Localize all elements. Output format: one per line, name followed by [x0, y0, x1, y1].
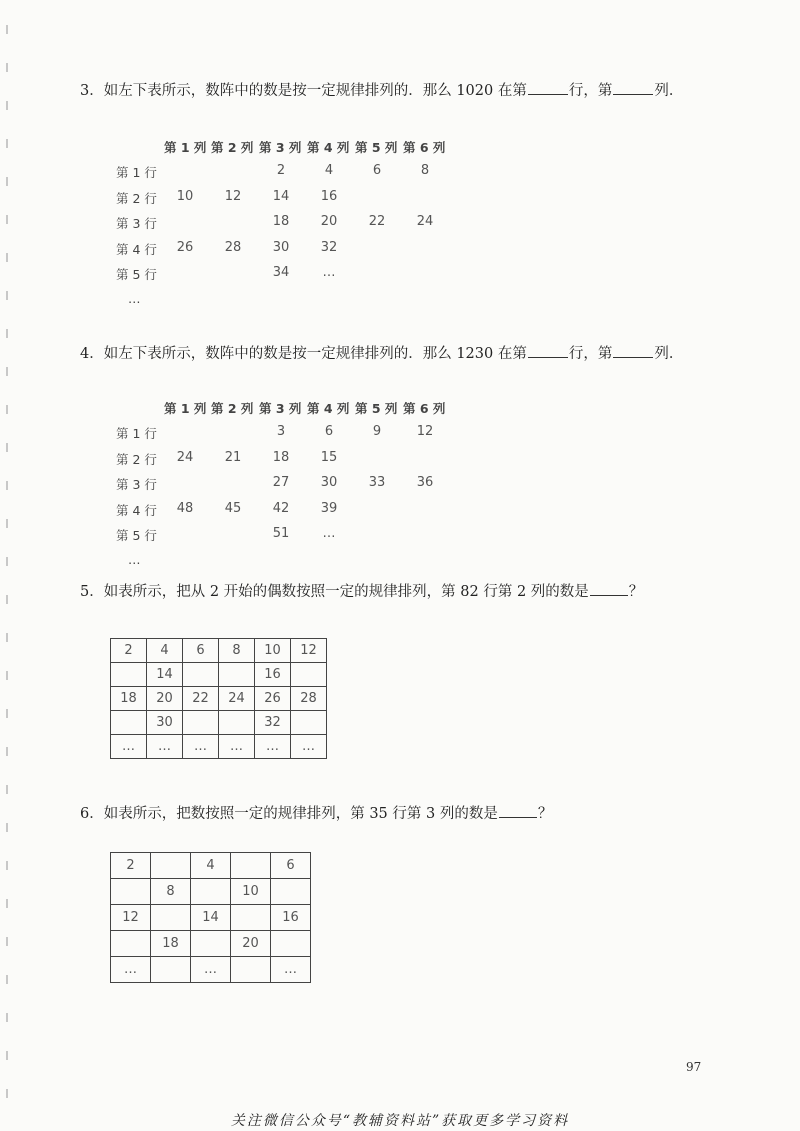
- column-header: 第 3 列: [259, 401, 302, 416]
- column-header: 第 3 列: [259, 140, 302, 155]
- array-cell: 3: [276, 424, 286, 439]
- table-cell: [231, 957, 271, 983]
- array-cell: 24: [416, 214, 434, 229]
- row-label: 第 3 行: [116, 216, 157, 231]
- array-cell: 33: [368, 475, 386, 490]
- table-cell: 16: [255, 663, 291, 687]
- array-cell: 48: [176, 500, 194, 516]
- table-cell: 24: [219, 687, 255, 711]
- table-cell: [231, 853, 271, 879]
- table-row: [111, 711, 327, 735]
- row-label: 第 5 行: [116, 528, 157, 543]
- number-table-q6: [110, 852, 311, 983]
- array-cell: 26: [176, 239, 194, 255]
- edge-ticks: [6, 0, 10, 1131]
- row-label: 第 4 行: [116, 502, 157, 518]
- array-cell: 8: [420, 163, 430, 178]
- column-header: 第 1 列: [164, 140, 207, 155]
- table-cell: …: [219, 735, 255, 759]
- question-4-text: 4．如左下表所示，数阵中的数是按一定规律排列的．那么 1230 在第: [80, 346, 527, 362]
- table-cell: 4: [191, 853, 231, 879]
- array-cell: 30: [320, 475, 338, 490]
- column-header: 第 4 列: [307, 401, 350, 416]
- table-row: [111, 663, 327, 687]
- table-cell: …: [111, 735, 147, 759]
- array-cell: 42: [272, 500, 290, 516]
- table-cell: 10: [255, 639, 291, 663]
- table-cell: …: [291, 735, 327, 759]
- array-cell: 22: [368, 214, 386, 229]
- row-label: 第 1 行: [116, 165, 157, 180]
- array-cell: 27: [272, 475, 290, 490]
- array-cell: 28: [224, 239, 242, 255]
- table-cell: [151, 853, 191, 879]
- question-6-end: ？: [537, 806, 553, 822]
- table-cell: …: [183, 735, 219, 759]
- question-5: [80, 581, 643, 602]
- column-header: 第 4 列: [307, 140, 350, 155]
- question-3: [80, 80, 683, 101]
- table-cell: 20: [231, 931, 271, 957]
- array-cell: 6: [324, 424, 334, 439]
- footer-note: 关注微信公众号“教辅资料站”获取更多学习资料: [230, 1113, 570, 1129]
- question-6: [80, 803, 552, 824]
- answer-blank[interactable]: [613, 80, 653, 95]
- table-cell: 2: [111, 853, 151, 879]
- array-cell: 45: [224, 500, 242, 516]
- table-cell: 12: [291, 639, 327, 663]
- row-label: 第 2 行: [116, 451, 157, 467]
- table-cell: 14: [191, 905, 231, 931]
- table-cell: [219, 663, 255, 687]
- array-cell: 21: [224, 449, 242, 465]
- table-cell: 16: [271, 905, 311, 931]
- array-cell: 18: [272, 214, 290, 229]
- table-cell: 6: [183, 639, 219, 663]
- table-cell: 8: [151, 879, 191, 905]
- array-cell: 12: [224, 188, 242, 204]
- table-row: [111, 957, 311, 983]
- table-row: [111, 879, 311, 905]
- array-cell: 20: [320, 214, 338, 229]
- row-label: 第 4 行: [116, 241, 157, 257]
- table-cell: [111, 663, 147, 687]
- array-cell: 18: [272, 449, 290, 465]
- answer-blank[interactable]: [613, 343, 653, 358]
- table-row: [111, 905, 311, 931]
- table-cell: 18: [151, 931, 191, 957]
- table-cell: …: [271, 957, 311, 983]
- array-cell: …: [322, 526, 336, 541]
- array-cell: 39: [320, 500, 338, 516]
- column-header: 第 2 列: [211, 401, 254, 416]
- column-header: 第 6 列: [403, 401, 446, 416]
- answer-blank[interactable]: [590, 581, 628, 596]
- answer-blank[interactable]: [499, 803, 537, 818]
- row-ellipsis: …: [128, 290, 141, 306]
- table-cell: [291, 663, 327, 687]
- row-label: 第 3 行: [116, 477, 157, 492]
- array-cell: 30: [272, 239, 290, 255]
- question-4-mid: 行，第: [568, 346, 613, 362]
- array-cell: 6: [372, 163, 382, 178]
- table-cell: [271, 879, 311, 905]
- question-4-end: 列．: [654, 346, 684, 362]
- column-header: 第 5 列: [355, 140, 398, 155]
- column-header: 第 1 列: [164, 401, 207, 416]
- table-row: [111, 931, 311, 957]
- table-cell: 8: [219, 639, 255, 663]
- table-row: [111, 735, 327, 759]
- row-label: 第 1 行: [116, 426, 157, 441]
- table-cell: [111, 931, 151, 957]
- row-ellipsis: …: [128, 551, 141, 567]
- table-cell: 32: [255, 711, 291, 735]
- table-cell: 20: [147, 687, 183, 711]
- table-cell: [111, 879, 151, 905]
- array-cell: 14: [272, 188, 290, 204]
- table-cell: [271, 931, 311, 957]
- table-row: [111, 853, 311, 879]
- array-cell: 32: [320, 239, 338, 255]
- table-cell: [219, 711, 255, 735]
- question-3-end: 列．: [654, 83, 684, 99]
- table-cell: [291, 711, 327, 735]
- table-cell: 12: [111, 905, 151, 931]
- table-cell: 22: [183, 687, 219, 711]
- array-cell: 51: [272, 526, 290, 541]
- question-3-mid: 行，第: [568, 83, 613, 99]
- table-cell: [111, 711, 147, 735]
- array-cell: 36: [416, 475, 434, 490]
- table-cell: [191, 931, 231, 957]
- table-cell: 28: [291, 687, 327, 711]
- table-cell: [191, 879, 231, 905]
- number-table-q5: [110, 638, 327, 759]
- table-cell: 4: [147, 639, 183, 663]
- column-header: 第 5 列: [355, 401, 398, 416]
- table-row: [111, 687, 327, 711]
- table-cell: 10: [231, 879, 271, 905]
- array-cell: …: [322, 265, 336, 280]
- table-cell: [231, 905, 271, 931]
- array-cell: 24: [176, 449, 194, 465]
- table-cell: [183, 663, 219, 687]
- array-cell: 4: [324, 163, 334, 178]
- answer-blank[interactable]: [528, 80, 568, 95]
- table-cell: …: [255, 735, 291, 759]
- array-cell: 10: [176, 188, 194, 204]
- table-cell: …: [147, 735, 183, 759]
- table-cell: 14: [147, 663, 183, 687]
- table-cell: 30: [147, 711, 183, 735]
- question-4: [80, 343, 683, 364]
- table-cell: …: [111, 957, 151, 983]
- column-header: 第 6 列: [403, 140, 446, 155]
- question-5-end: ？: [628, 584, 644, 600]
- table-cell: [183, 711, 219, 735]
- question-5-text: 5．如表所示，把从 2 开始的偶数按照一定的规律排列，第 82 行第 2 列的数是: [80, 584, 589, 600]
- array-cell: 16: [320, 188, 338, 204]
- table-cell: 26: [255, 687, 291, 711]
- question-6-text: 6．如表所示，把数按照一定的规律排列，第 35 行第 3 列的数是: [80, 806, 498, 822]
- page-number: 97: [686, 1060, 702, 1074]
- answer-blank[interactable]: [528, 343, 568, 358]
- table-cell: [151, 957, 191, 983]
- column-header: 第 2 列: [211, 140, 254, 155]
- table-cell: …: [191, 957, 231, 983]
- table-cell: 6: [271, 853, 311, 879]
- array-cell: 15: [320, 449, 338, 465]
- array-cell: 9: [372, 424, 382, 439]
- table-cell: 18: [111, 687, 147, 711]
- row-label: 第 2 行: [116, 190, 157, 206]
- array-cell: 12: [416, 424, 434, 439]
- question-3-text: 3．如左下表所示，数阵中的数是按一定规律排列的．那么 1020 在第: [80, 83, 527, 99]
- table-cell: [151, 905, 191, 931]
- table-row: [111, 639, 327, 663]
- array-cell: 2: [276, 163, 286, 178]
- table-cell: 2: [111, 639, 147, 663]
- row-label: 第 5 行: [116, 267, 157, 282]
- array-cell: 34: [272, 265, 290, 280]
